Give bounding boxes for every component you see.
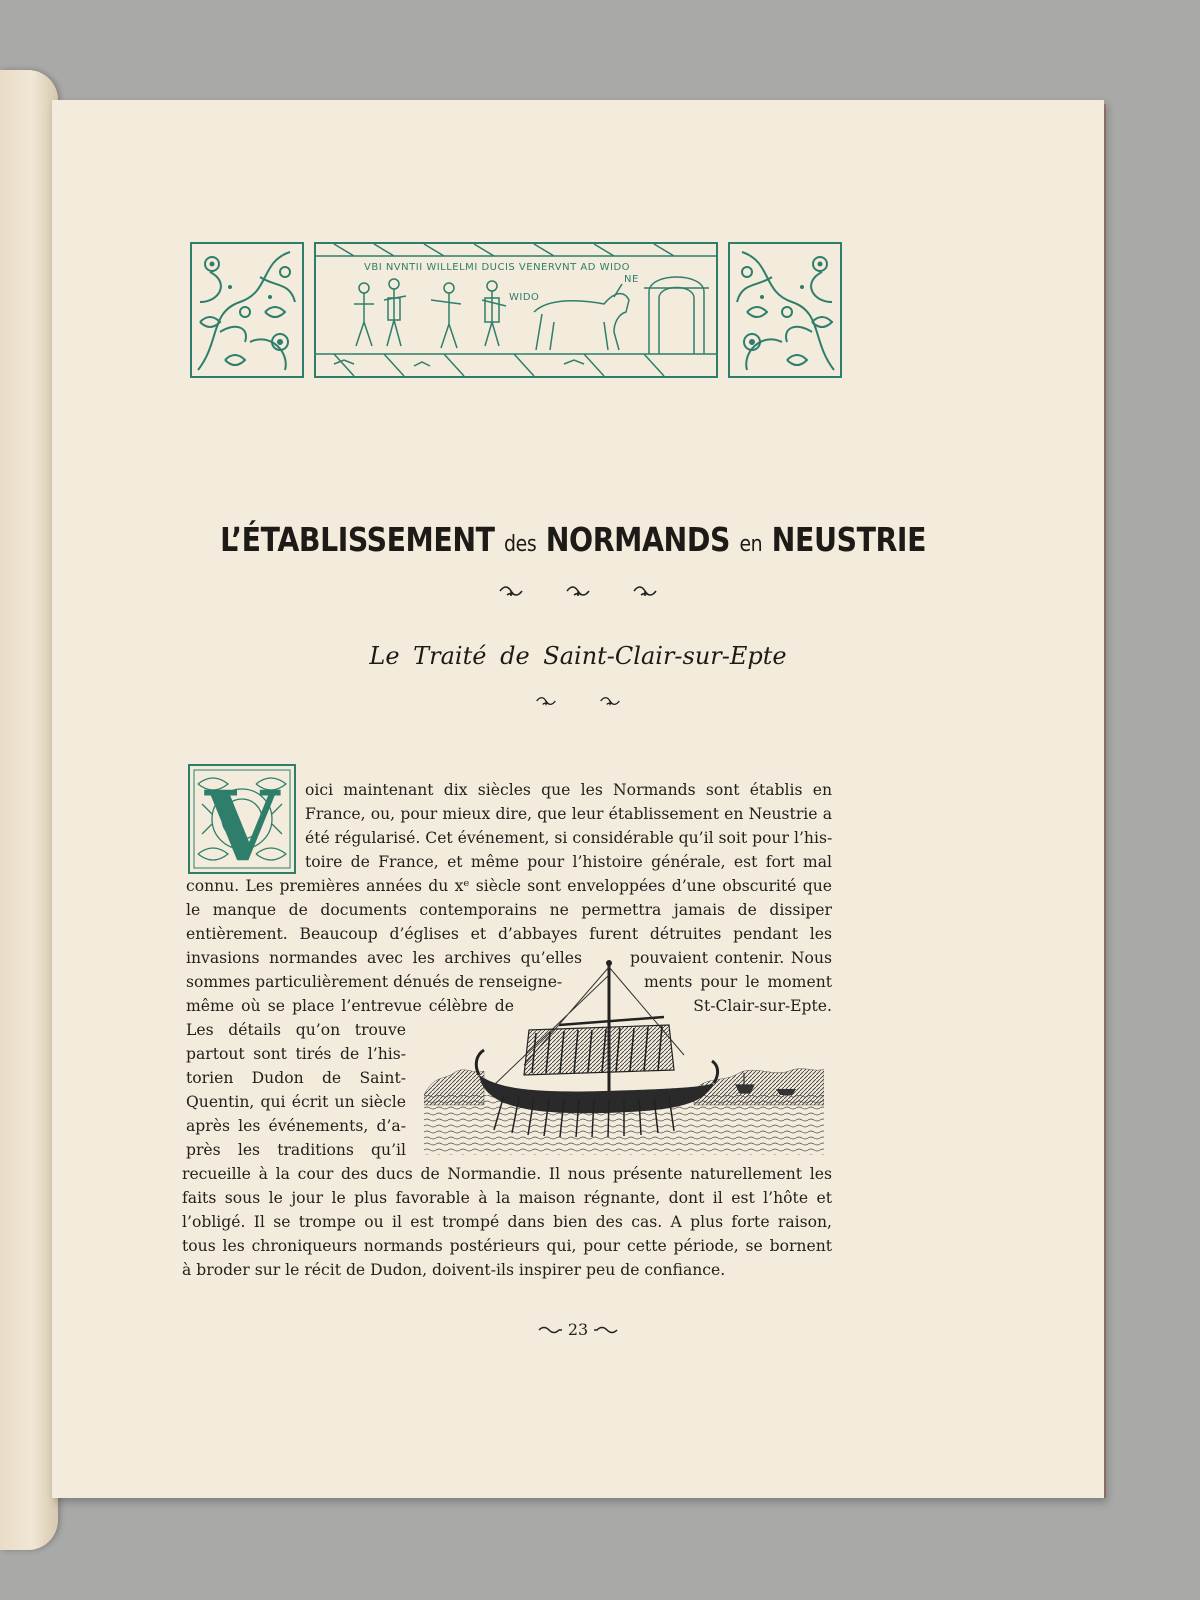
text-line: à broder sur le récit de Dudon, doivent-ils inspirer peu de confiance. bbox=[182, 1261, 726, 1279]
text-line: tous les chroniqueurs normands postérieurs qui, pour cette période, se bornent bbox=[182, 1237, 832, 1255]
page-number bbox=[52, 1320, 1104, 1339]
floral-ornament-left bbox=[190, 242, 304, 378]
text-line: Quentin, qui écrit un siècle bbox=[186, 1093, 406, 1111]
text-line: partout sont tirés de l’his- bbox=[186, 1045, 406, 1063]
text-line: le manque de documents contemporains ne permettra jamais de dissiper bbox=[186, 901, 832, 919]
tapestry-inscription: VBI NVNTII WILLELMI DUCIS VENERVNT AD WIDO bbox=[364, 262, 631, 273]
tapestry-scene-icon bbox=[314, 242, 718, 378]
text-line: entièrement. Beaucoup d’églises et d’abbayes furent détruites pendant les bbox=[186, 925, 832, 943]
page-subtitle: Le Traité de Saint-Clair-sur-Epte bbox=[369, 642, 787, 670]
text-line: près les traditions qu’il bbox=[186, 1141, 406, 1159]
text-line: ments pour le moment bbox=[644, 973, 832, 991]
fleuron-icon bbox=[599, 695, 621, 707]
tapestry-figure-label: WIDO bbox=[509, 292, 540, 303]
ornament-row-2 bbox=[52, 692, 1104, 711]
tapestry-banner bbox=[314, 242, 718, 378]
floral-ornament-icon bbox=[190, 242, 304, 378]
text-line: pouvaient contenir. Nous bbox=[630, 949, 832, 967]
text-line: après les événements, d’a- bbox=[186, 1117, 406, 1135]
text-line: connu. Les premières années du xᵉ siècle sont enveloppées d’une obscurité que bbox=[186, 877, 832, 895]
text-line: invasions normandes avec les archives qu’elles bbox=[186, 949, 582, 967]
text-line: Les détails qu’on trouve bbox=[186, 1021, 406, 1039]
text-line: même où se place l’entrevue célèbre de bbox=[186, 997, 514, 1015]
fleuron-icon bbox=[498, 584, 524, 598]
fleuron-icon bbox=[537, 1325, 563, 1335]
title-word: L’ÉTABLISSEMENT bbox=[220, 520, 495, 559]
dropcap-letter: V bbox=[204, 770, 280, 874]
title-word: en bbox=[739, 532, 763, 557]
fleuron-icon bbox=[535, 695, 557, 707]
viking-ship-engraving bbox=[424, 955, 824, 1155]
tapestry-inscription-end: NE bbox=[624, 274, 639, 285]
text-line: St-Clair-sur-Epte. bbox=[693, 997, 832, 1015]
fleuron-icon bbox=[593, 1325, 619, 1335]
title-word: NEUSTRIE bbox=[771, 520, 927, 559]
text-line: été régularisé. Cet événement, si considérable qu’il soit pour l’his- bbox=[305, 829, 833, 847]
title-word: des bbox=[504, 532, 537, 557]
text-line: oici maintenant dix siècles que les Normands sont établis en bbox=[305, 781, 832, 799]
page-number-value: 23 bbox=[567, 1320, 589, 1339]
text-line: France, ou, pour mieux dire, que leur établissement en Neustrie a bbox=[305, 805, 832, 823]
floral-ornament-right bbox=[728, 242, 842, 378]
text-line: faits sous le jour le plus favorable à la maison régnante, dont il est l’hôte et bbox=[182, 1189, 832, 1207]
fleuron-icon bbox=[632, 584, 658, 598]
text-line: toire de France, et même pour l’histoire générale, est fort mal bbox=[305, 853, 832, 871]
floral-ornament-icon bbox=[728, 242, 842, 378]
dropcap-ornament-icon bbox=[188, 764, 296, 874]
left-page-edge bbox=[0, 70, 58, 1550]
ornament-row-1 bbox=[52, 583, 1104, 602]
book-page bbox=[52, 100, 1104, 1498]
text-line: l’obligé. Il se trompe ou il est trompé dans bien des cas. A plus forte raison, bbox=[182, 1213, 832, 1231]
text-line: recueille à la cour des ducs de Normandie. Il nous présente naturellement les bbox=[182, 1165, 832, 1183]
text-line: sommes particulièrement dénués de renseigne- bbox=[186, 973, 563, 991]
page-title bbox=[121, 520, 1026, 559]
viking-ship-illustration bbox=[424, 955, 824, 1155]
text-line: torien Dudon de Saint- bbox=[186, 1069, 406, 1087]
title-word: NORMANDS bbox=[545, 520, 730, 559]
fleuron-icon bbox=[565, 584, 591, 598]
dropcap bbox=[188, 764, 296, 874]
